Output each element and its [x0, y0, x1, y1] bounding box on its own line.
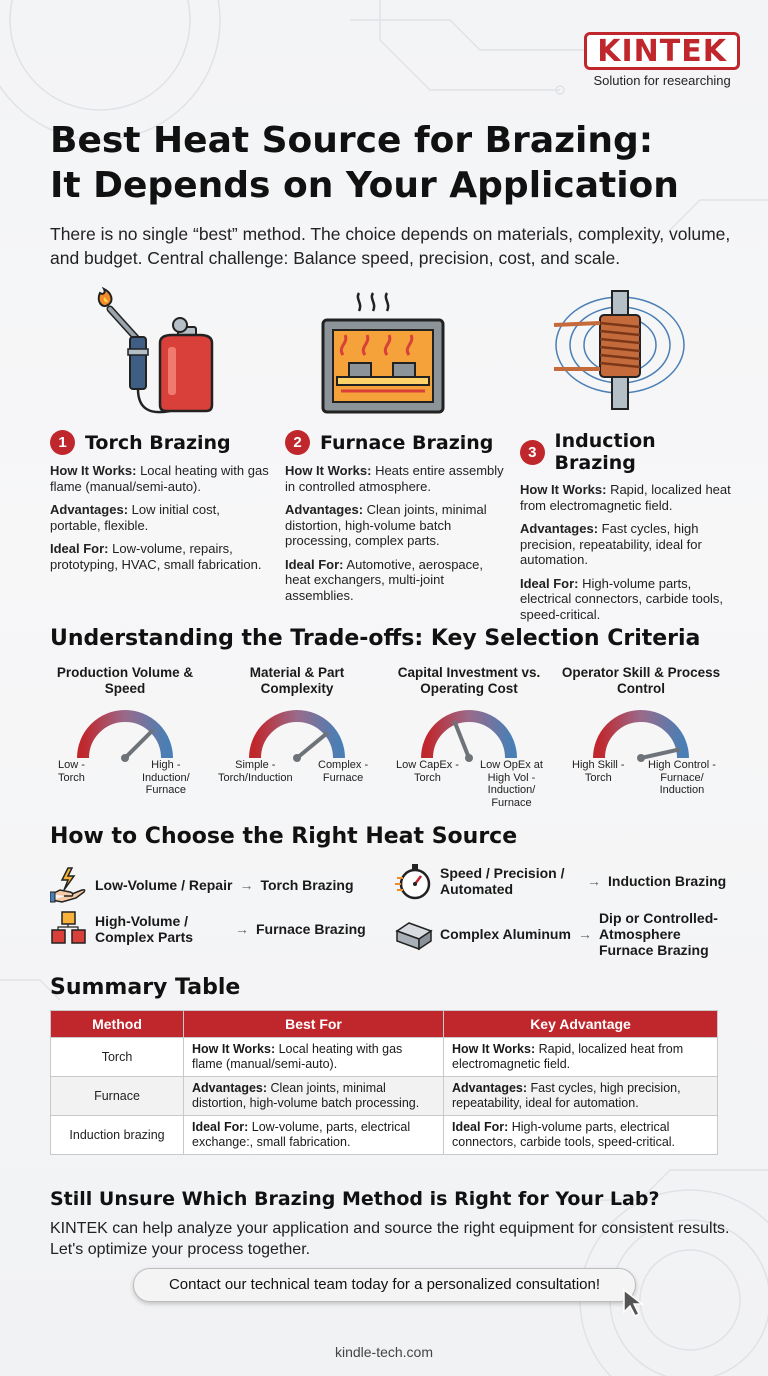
gauge-production-volume — [40, 665, 210, 796]
induction-coil-icon — [550, 285, 690, 420]
gauge-title: Material & Part Complexity — [249, 665, 345, 696]
gauge-arc — [83, 716, 167, 758]
method-number-badge: 3 — [520, 440, 545, 465]
boxes-icon — [50, 910, 88, 948]
page-title — [50, 118, 740, 208]
summary-table — [50, 1010, 718, 1155]
method-number-badge: 1 — [50, 430, 75, 455]
gauges-section — [40, 665, 740, 815]
kintek-logo — [584, 32, 740, 88]
gauge-right-label: High Control - Furnace/ Induction — [648, 759, 716, 796]
method-ideal-for: Ideal For: High-volume parts, electrical connectors, carbide tools, speed-critical. — [520, 575, 724, 622]
gauge-right-label: High - Induction/ Furnace — [142, 759, 190, 796]
arrow-right-icon: → — [577, 926, 592, 942]
stopwatch-icon — [395, 862, 433, 900]
choose-result: Furnace Brazing — [256, 921, 366, 937]
method-title: Furnace Brazing — [320, 431, 494, 454]
gauge-arc — [427, 716, 511, 758]
method-advantages: Advantages: Low initial cost, portable, flexible. — [50, 502, 220, 533]
cta-text: KINTEK can help analyze your application and source the right equipment for consistent results. Let's optimize your process together. — [50, 1220, 730, 1258]
table-cell-key-advantage: Advantages: Fast cycles, high precision, repeatability, ideal for automation. — [444, 1077, 718, 1116]
gauge-title: Operator Skill & Process Control — [561, 665, 721, 696]
choose-item-speed-precision — [395, 862, 726, 900]
choose-item-high-volume — [50, 910, 366, 948]
title-line-2: It Depends on Your Application — [50, 165, 679, 206]
table-row — [51, 1038, 718, 1077]
gauge-material-complexity — [212, 665, 382, 784]
gauge-dial — [70, 703, 180, 763]
method-how-it-works: How It Works: Local heating with gas flame (manual/semi-auto). — [50, 463, 269, 494]
gauge-arc — [255, 716, 339, 758]
choose-result: Torch Brazing — [260, 877, 354, 893]
gauge-hub — [637, 754, 645, 762]
gauge-dial — [242, 703, 352, 763]
table-cell-best-for: How It Works: Local heating with gas flame (manual/semi-auto). — [184, 1038, 444, 1077]
choose-condition: Low-Volume / Repair — [95, 877, 233, 893]
choose-heading: How to Choose the Right Heat Source — [50, 824, 518, 849]
method-ideal-for: Ideal For: Automotive, aerospace, heat exchangers, multi-joint assemblies. — [285, 556, 483, 603]
gauge-left-label: Low - Torch — [58, 759, 85, 784]
column-header: Key Advantage — [444, 1011, 718, 1038]
choose-condition: Speed / Precision / Automated — [440, 865, 565, 897]
gauge-hub — [465, 754, 473, 762]
method-how-it-works: How It Works: Rapid, localized heat from electromagnetic field. — [520, 482, 731, 513]
choose-condition: High-Volume / Complex Parts — [95, 913, 194, 945]
gauge-title: Capital Investment vs. Operating Cost — [397, 665, 541, 696]
arrow-right-icon: → — [235, 921, 249, 937]
tradeoffs-heading: Understanding the Trade-offs: Key Selection Criteria — [50, 626, 701, 651]
hand-lightning-icon — [50, 866, 88, 904]
table-cell-method: Torch — [51, 1038, 184, 1077]
choose-item-complex-aluminum — [395, 910, 734, 958]
intro-text: There is no single “best” method. The choice depends on materials, complexity, volume, and budget. Central challenge: Balance speed, precision, cost, and scale. — [50, 224, 731, 268]
gauge-hub — [121, 754, 129, 762]
gauge-hub — [293, 754, 301, 762]
method-induction — [520, 285, 740, 622]
mouse-cursor-icon — [622, 1288, 648, 1318]
summary-heading: Summary Table — [50, 975, 241, 1000]
torch-icon — [90, 285, 230, 420]
gauge-needle — [641, 750, 678, 758]
gauge-left-label: Simple - Torch/Induction — [218, 759, 293, 784]
choose-item-low-volume — [50, 866, 354, 904]
arrow-right-icon: → — [587, 873, 601, 889]
gauge-capital-investment — [384, 665, 554, 809]
arrow-right-icon: → — [239, 877, 254, 893]
table-header-row — [51, 1011, 718, 1038]
method-title: Torch Brazing — [85, 431, 231, 454]
table-cell-key-advantage: Ideal For: High-volume parts, electrical connectors, carbide tools, speed-critical. — [444, 1116, 718, 1155]
gauge-left-label: Low CapEx - Torch — [396, 759, 459, 784]
method-number-badge: 2 — [285, 430, 310, 455]
choose-section — [50, 862, 740, 962]
method-advantages: Advantages: Clean joints, minimal distortion, high-volume batch processing, complex parts. — [285, 502, 487, 548]
table-cell-best-for: Advantages: Clean joints, minimal distortion, high-volume batch processing. — [184, 1077, 444, 1116]
choose-result: Dip or Controlled-Atmosphere Furnace Brazing — [598, 910, 718, 958]
method-furnace — [285, 285, 505, 603]
table-cell-best-for: Ideal For: Low-volume, parts, electrical exchange:, small fabrication. — [184, 1116, 444, 1155]
method-how-it-works: How It Works: Heats entire assembly in controlled atmosphere. — [285, 463, 504, 494]
logo-tagline: Solution for researching — [593, 73, 731, 88]
method-torch — [50, 285, 270, 572]
method-advantages: Advantages: Fast cycles, high precision, repeatability, ideal for automation. — [520, 521, 702, 567]
cta-heading: Still Unsure Which Brazing Method is Right for Your Lab? — [50, 1188, 660, 1210]
gauge-needle — [455, 723, 469, 758]
column-header: Method — [51, 1011, 184, 1038]
methods-section — [50, 285, 740, 622]
table-cell-method: Induction brazing — [51, 1116, 184, 1155]
choose-result: Induction Brazing — [608, 873, 727, 889]
gauge-left-label: High Skill - Torch — [572, 759, 625, 784]
gauge-operator-skill — [556, 665, 726, 796]
contact-team-button[interactable]: Contact our technical team today for a personalized consultation! — [133, 1268, 636, 1302]
table-cell-method: Furnace — [51, 1077, 184, 1116]
gauge-right-label: Low OpEx at High Vol - Induction/ Furnace — [480, 759, 543, 809]
gauge-dial — [586, 703, 696, 763]
table-row — [51, 1116, 718, 1155]
table-cell-key-advantage: How It Works: Rapid, localized heat from electromagnetic field. — [444, 1038, 718, 1077]
logo-wordmark: KINTEK — [584, 32, 740, 70]
furnace-icon — [315, 285, 455, 420]
table-row — [51, 1077, 718, 1116]
column-header: Best For — [184, 1011, 444, 1038]
gauge-right-label: Complex - Furnace — [318, 759, 369, 784]
method-title: Induction Brazing — [554, 430, 656, 474]
gauge-needle — [297, 734, 326, 758]
gauge-dial — [414, 703, 524, 763]
footer-url: kindle-tech.com — [334, 1344, 434, 1360]
choose-condition: Complex Aluminum — [440, 926, 571, 942]
aluminum-block-icon — [395, 915, 433, 953]
method-ideal-for: Ideal For: Low-volume, repairs, prototyping, HVAC, small fabrication. — [50, 541, 262, 572]
gauge-needle — [125, 731, 152, 758]
title-line-1: Best Heat Source for Brazing: — [50, 120, 654, 161]
gauge-title: Production Volume & Speed — [56, 665, 194, 696]
